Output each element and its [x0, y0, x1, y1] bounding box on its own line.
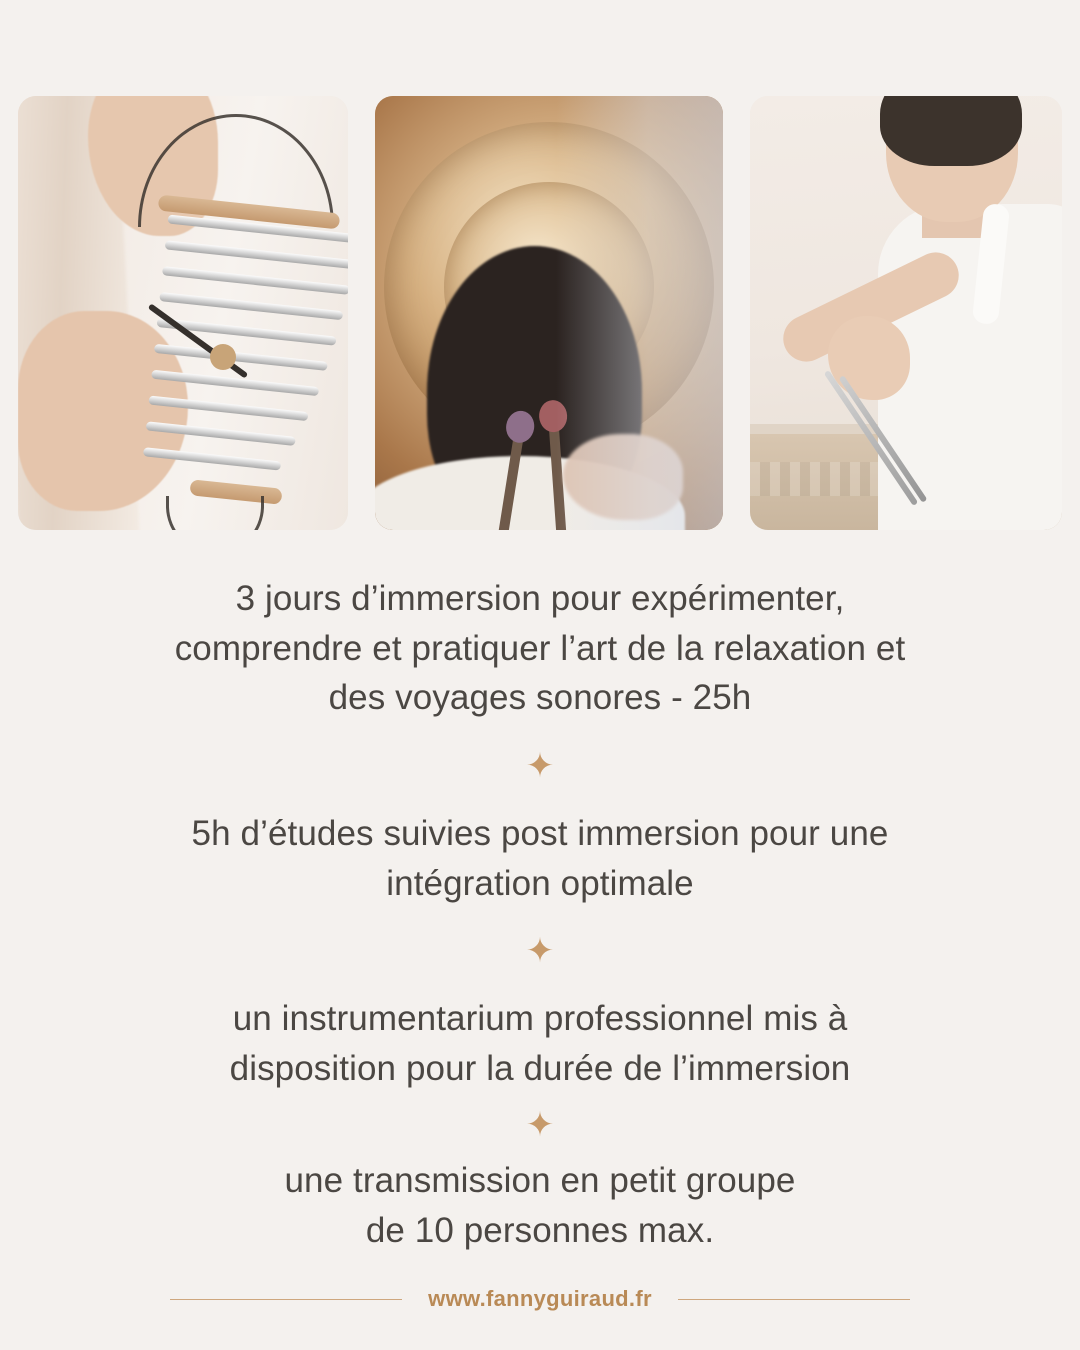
sparkle-divider-icon-2: ✦ [525, 932, 555, 971]
footer-rule-left [170, 1299, 402, 1300]
description-content [60, 560, 1020, 1255]
paragraph-instrumentarium [60, 994, 1020, 1093]
paragraph-immersion-line-2: comprendre et pratiquer l’art de la relaxation et [174, 628, 906, 668]
photo1-chime-tubes [132, 210, 348, 503]
paragraph-immersion-line-1: 3 jours d’immersion pour expérimenter, [235, 579, 845, 618]
gong-photo [375, 96, 723, 530]
tuning-fork-photo [750, 96, 1062, 530]
paragraph-post-immersion [60, 809, 1020, 908]
sparkle-divider-icon-3: ✦ [525, 1105, 555, 1144]
paragraph-instrumentarium-line-1: un instrumentarium professionnel mis à [232, 999, 848, 1039]
paragraph-small-group-line-2: de 10 personnes max. [365, 1210, 715, 1250]
paragraph-immersion-line-3: des voyages sonores - 25h [328, 678, 752, 718]
paragraph-instrumentarium-line-2: disposition pour la durée de l’immersion [229, 1049, 851, 1089]
footer [0, 1286, 1080, 1312]
photo2-light-overlay [556, 96, 723, 530]
footer-rule-right [678, 1299, 910, 1300]
paragraph-small-group-line-1: une transmission en petit groupe [284, 1160, 796, 1200]
website-url[interactable]: www.fannyguiraud.fr [428, 1286, 652, 1311]
photo1-cord-loop [166, 496, 264, 530]
paragraph-small-group [60, 1156, 1020, 1255]
sparkle-divider-icon-1: ✦ [525, 747, 555, 786]
paragraph-post-immersion-line-2: intégration optimale [386, 863, 694, 903]
paragraph-immersion [60, 574, 1020, 723]
photo-gallery [18, 96, 1062, 530]
photo1-mallet-head [210, 344, 236, 370]
paragraph-post-immersion-line-1: 5h d’études suivies post immersion pour une [191, 814, 889, 854]
bar-chime-photo [18, 96, 348, 530]
photo3-person-hair [880, 96, 1022, 166]
